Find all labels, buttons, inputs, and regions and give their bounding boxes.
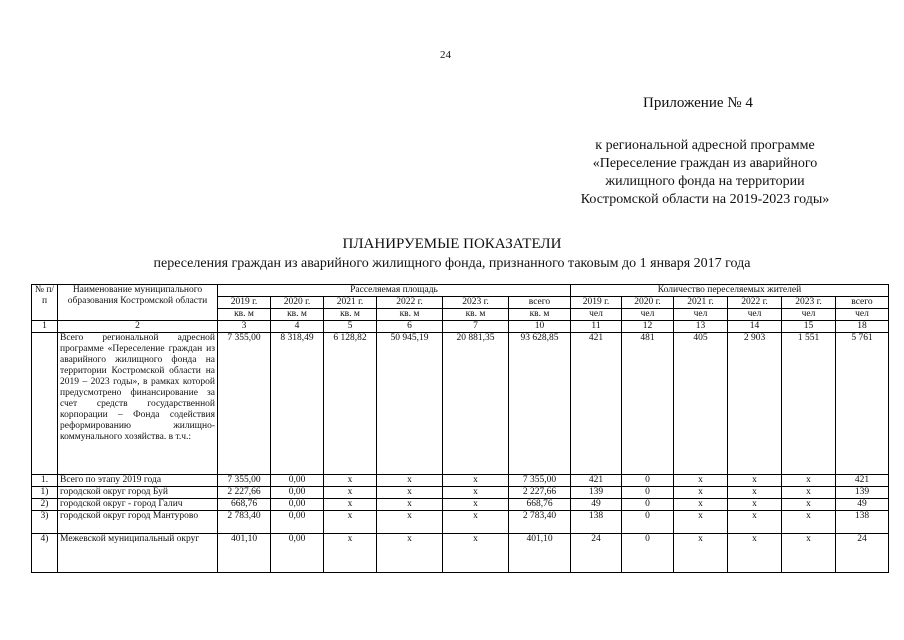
header-num: № п/п <box>32 285 58 321</box>
page-number: 24 <box>440 49 451 61</box>
header-year: 2023 г. <box>782 297 836 309</box>
reference-line: жилищного фонда на территории <box>605 174 805 189</box>
row-name: городской округ город Буй <box>58 487 218 499</box>
row-number: 2) <box>32 499 58 511</box>
row-value: 0,00 <box>271 511 324 534</box>
row-value: 405 <box>674 333 728 475</box>
row-number: 1) <box>32 487 58 499</box>
column-index: 6 <box>377 321 443 333</box>
column-index: 12 <box>622 321 674 333</box>
row-value: x <box>728 534 782 573</box>
row-value: 2 783,40 <box>509 511 571 534</box>
row-value: x <box>443 475 509 487</box>
row-name: городской округ город Мантурово <box>58 511 218 534</box>
header-year: всего <box>509 297 571 309</box>
header-unit: чел <box>622 309 674 321</box>
header-year: 2019 г. <box>571 297 622 309</box>
table-row <box>32 475 889 487</box>
column-index: 13 <box>674 321 728 333</box>
reference-line: к региональной адресной программе <box>595 138 815 153</box>
row-value: 0,00 <box>271 534 324 573</box>
row-value: 7 355,00 <box>218 333 271 475</box>
row-value: x <box>728 499 782 511</box>
row-value: 0 <box>622 534 674 573</box>
header-year: 2019 г. <box>218 297 271 309</box>
appendix-label: Приложение № 4 <box>643 95 753 111</box>
row-value: x <box>782 534 836 573</box>
row-value: 401,10 <box>218 534 271 573</box>
row-value: x <box>674 487 728 499</box>
header-year: 2021 г. <box>674 297 728 309</box>
row-value: 421 <box>571 475 622 487</box>
row-value: 668,76 <box>509 499 571 511</box>
row-value: 668,76 <box>218 499 271 511</box>
row-value: x <box>443 511 509 534</box>
header-people-group: Количество переселяемых жителей <box>571 285 889 297</box>
row-value: x <box>674 475 728 487</box>
column-index: 3 <box>218 321 271 333</box>
table-row <box>32 333 889 475</box>
row-value: x <box>377 475 443 487</box>
row-value: x <box>782 475 836 487</box>
row-value: 93 628,85 <box>509 333 571 475</box>
program-reference <box>540 137 870 209</box>
header-year: 2020 г. <box>622 297 674 309</box>
header-name: Наименование муниципального образования Костромской области <box>58 285 218 321</box>
header-unit: чел <box>782 309 836 321</box>
row-value: x <box>674 534 728 573</box>
header-unit: кв. м <box>443 309 509 321</box>
header-area-group: Расселяемая площадь <box>218 285 571 297</box>
row-name: Межевской муниципальный округ <box>58 534 218 573</box>
row-value: x <box>377 487 443 499</box>
column-index: 4 <box>271 321 324 333</box>
row-value: 0,00 <box>271 499 324 511</box>
row-value: x <box>674 499 728 511</box>
row-value: 49 <box>836 499 889 511</box>
header-unit: кв. м <box>218 309 271 321</box>
row-value: x <box>324 499 377 511</box>
column-index: 1 <box>32 321 58 333</box>
row-value: x <box>782 499 836 511</box>
row-value: 49 <box>571 499 622 511</box>
row-value: x <box>324 487 377 499</box>
row-value: x <box>324 534 377 573</box>
row-value: 7 355,00 <box>509 475 571 487</box>
row-number: 4) <box>32 534 58 573</box>
row-value: x <box>377 499 443 511</box>
table-row <box>32 487 889 499</box>
row-value: x <box>443 534 509 573</box>
column-index: 5 <box>324 321 377 333</box>
row-value: 138 <box>571 511 622 534</box>
reference-line: Костромской области на 2019-2023 годы» <box>580 192 830 207</box>
row-value: 0 <box>622 475 674 487</box>
row-value: 0 <box>622 499 674 511</box>
row-value: x <box>728 475 782 487</box>
indicators-table <box>31 284 889 573</box>
document-subtitle: переселения граждан из аварийного жилищного фонда, признанного таковым до 1 января 2017 года <box>153 256 751 271</box>
header-unit: чел <box>728 309 782 321</box>
row-value: 2 227,66 <box>509 487 571 499</box>
row-value: 2 783,40 <box>218 511 271 534</box>
column-index: 11 <box>571 321 622 333</box>
row-name: Всего по этапу 2019 года <box>58 475 218 487</box>
column-index: 15 <box>782 321 836 333</box>
row-value: 50 945,19 <box>377 333 443 475</box>
row-value: x <box>443 499 509 511</box>
column-index: 10 <box>509 321 571 333</box>
document-title: ПЛАНИРУЕМЫЕ ПОКАЗАТЕЛИ <box>342 236 562 252</box>
row-number <box>32 333 58 475</box>
table-row <box>32 534 889 573</box>
row-number: 3) <box>32 511 58 534</box>
column-index: 14 <box>728 321 782 333</box>
row-value: 138 <box>836 511 889 534</box>
row-value: x <box>377 534 443 573</box>
reference-line: «Переселение граждан из аварийного <box>592 156 818 171</box>
column-index: 18 <box>836 321 889 333</box>
header-unit: кв. м <box>271 309 324 321</box>
header-unit: кв. м <box>509 309 571 321</box>
header-year: 2020 г. <box>271 297 324 309</box>
column-index: 2 <box>58 321 218 333</box>
header-year: всего <box>836 297 889 309</box>
header-year: 2022 г. <box>377 297 443 309</box>
table-row <box>32 499 889 511</box>
row-value: 2 903 <box>728 333 782 475</box>
row-value: 24 <box>836 534 889 573</box>
row-value: x <box>674 511 728 534</box>
header-unit: чел <box>674 309 728 321</box>
row-value: 2 227,66 <box>218 487 271 499</box>
row-name: городской округ - город Галич <box>58 499 218 511</box>
header-unit: чел <box>836 309 889 321</box>
header-year: 2023 г. <box>443 297 509 309</box>
row-value: 7 355,00 <box>218 475 271 487</box>
table-row <box>32 511 889 534</box>
row-value: x <box>443 487 509 499</box>
row-value: 401,10 <box>509 534 571 573</box>
row-value: 0,00 <box>271 487 324 499</box>
row-value: 5 761 <box>836 333 889 475</box>
row-value: 139 <box>571 487 622 499</box>
row-value: 20 881,35 <box>443 333 509 475</box>
column-index: 7 <box>443 321 509 333</box>
header-year: 2021 г. <box>324 297 377 309</box>
row-value: 421 <box>836 475 889 487</box>
header-unit: кв. м <box>324 309 377 321</box>
row-value: 0 <box>622 487 674 499</box>
row-value: x <box>324 475 377 487</box>
row-value: 6 128,82 <box>324 333 377 475</box>
row-value: x <box>728 487 782 499</box>
header-unit: чел <box>571 309 622 321</box>
row-value: 421 <box>571 333 622 475</box>
row-value: x <box>782 511 836 534</box>
row-value: 1 551 <box>782 333 836 475</box>
row-number: 1. <box>32 475 58 487</box>
row-value: 8 318,49 <box>271 333 324 475</box>
row-value: 0,00 <box>271 475 324 487</box>
header-unit: кв. м <box>377 309 443 321</box>
row-value: x <box>324 511 377 534</box>
row-value: 481 <box>622 333 674 475</box>
row-value: x <box>782 487 836 499</box>
row-value: 139 <box>836 487 889 499</box>
row-value: x <box>377 511 443 534</box>
row-value: x <box>728 511 782 534</box>
header-year: 2022 г. <box>728 297 782 309</box>
row-name: Всего региональной адресной программе «Переселение граждан из аварийного жилищного фонда на территории Костромской области на 2019 – 2023 годы», в рамках которой предусмотрено финансирование за счет средств государственной корпорации – Фонда содействия реформированию жилищно-коммунального хозяйства. в т.ч.: <box>58 333 218 475</box>
row-value: 0 <box>622 511 674 534</box>
row-value: 24 <box>571 534 622 573</box>
